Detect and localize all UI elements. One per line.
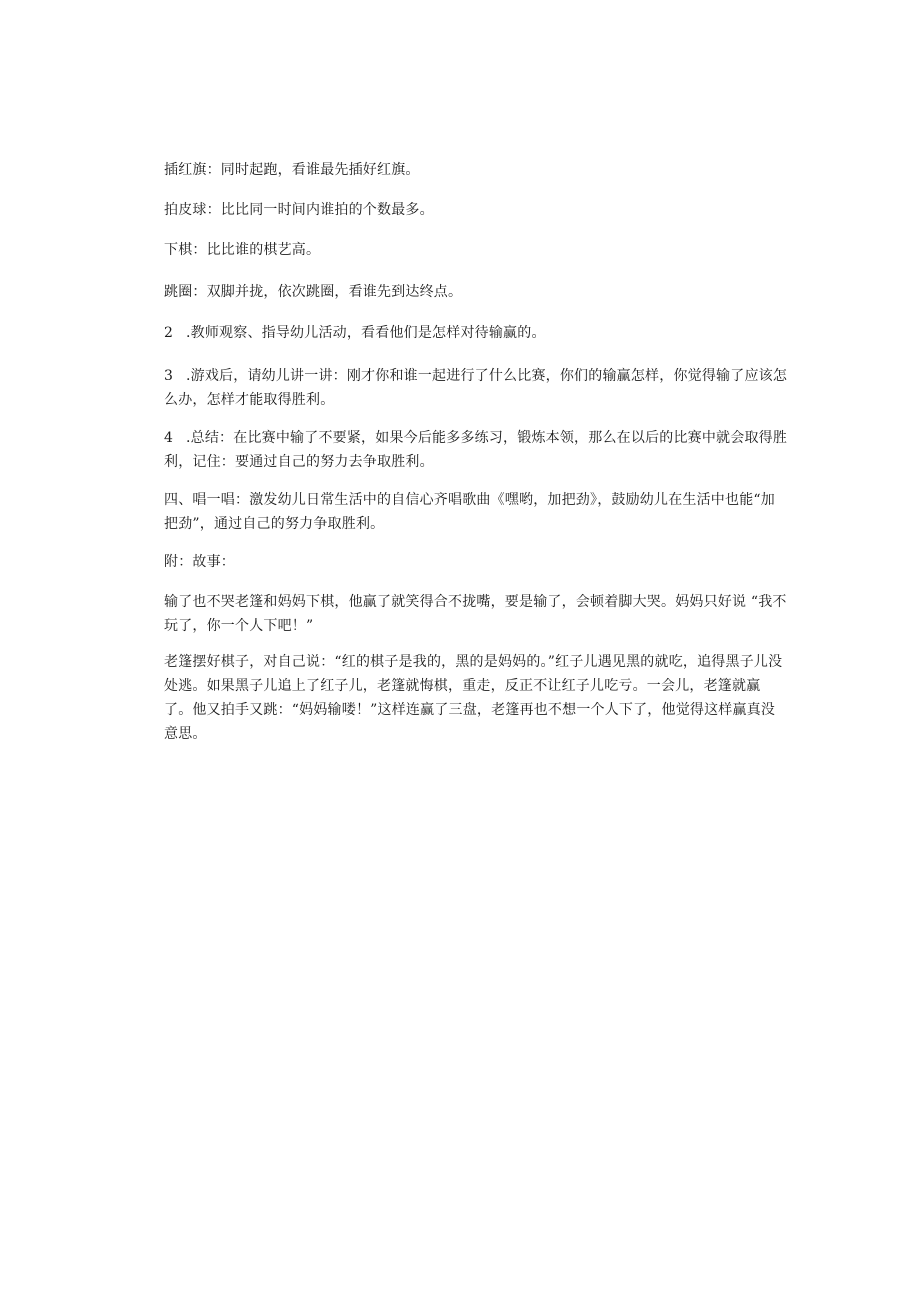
paragraph-chess: 下棋：比比谁的棋艺高。 — [164, 242, 321, 258]
section-sing-text: 四、唱一唱：激发幼儿日常生活中的自信心齐唱歌曲《嘿哟，加把劲》，鼓励幼儿在生活中也能“加把劲”，通过自己的努力争取胜利。 — [164, 492, 775, 532]
step-text: .教师观察、指导幼儿活动，看看他们是怎样对待输赢的。 — [186, 325, 546, 341]
paragraph-jump-hoops: 跳圈：双脚并拢，依次跳圈，看谁先到达终点。 — [164, 284, 463, 300]
paragraph-step-3 — [133, 364, 788, 412]
step-number: 2 — [164, 325, 174, 341]
paragraph-appendix-label: 附：故事： — [164, 554, 235, 570]
step-number: 4 — [164, 430, 174, 446]
paragraph-story-2 — [133, 650, 788, 746]
step-number: 3 — [164, 368, 174, 384]
step-text: .总结：在比赛中输了不要紧，如果今后能多多练习，锻炼本领，那么在以后的比赛中就会取得胜利，记住：要通过自己的努力去争取胜利。 — [164, 430, 788, 470]
paragraph-story-1 — [133, 590, 788, 638]
paragraph-step-2 — [164, 321, 788, 345]
step-text: .游戏后，请幼儿讲一讲：刚才你和谁一起进行了什么比赛，你们的输赢怎样，你觉得输了应该怎么办，怎样才能取得胜利。 — [164, 368, 788, 408]
paragraph-step-4 — [133, 426, 788, 474]
story-2-text: 老篷摆好棋子，对自己说：“红的棋子是我的，黑的是妈妈的。”红子儿遇见黑的就吃，追得黑子儿没处逃。如果黑子儿追上了红子儿，老篷就悔棋，重走，反正不让红子儿吃亏。一会儿，老篷就赢了。他又拍手又跳：“妈妈输喽！”这样连赢了三盘，老篷再也不想一个人下了，他觉得这样赢真没意思。 — [164, 654, 783, 742]
story-1-text: 输了也不哭老篷和妈妈下棋，他赢了就笑得合不拢嘴，要是输了，会顿着脚大哭。妈妈只好说 “我不玩了，你一个人下吧！” — [164, 594, 787, 634]
paragraph-section-sing — [133, 488, 788, 536]
paragraph-plant-flag: 插红旗：同时起跑，看谁最先插好红旗。 — [164, 162, 420, 178]
paragraph-bounce-ball: 拍皮球：比比同一时间内谁拍的个数最多。 — [164, 202, 434, 218]
